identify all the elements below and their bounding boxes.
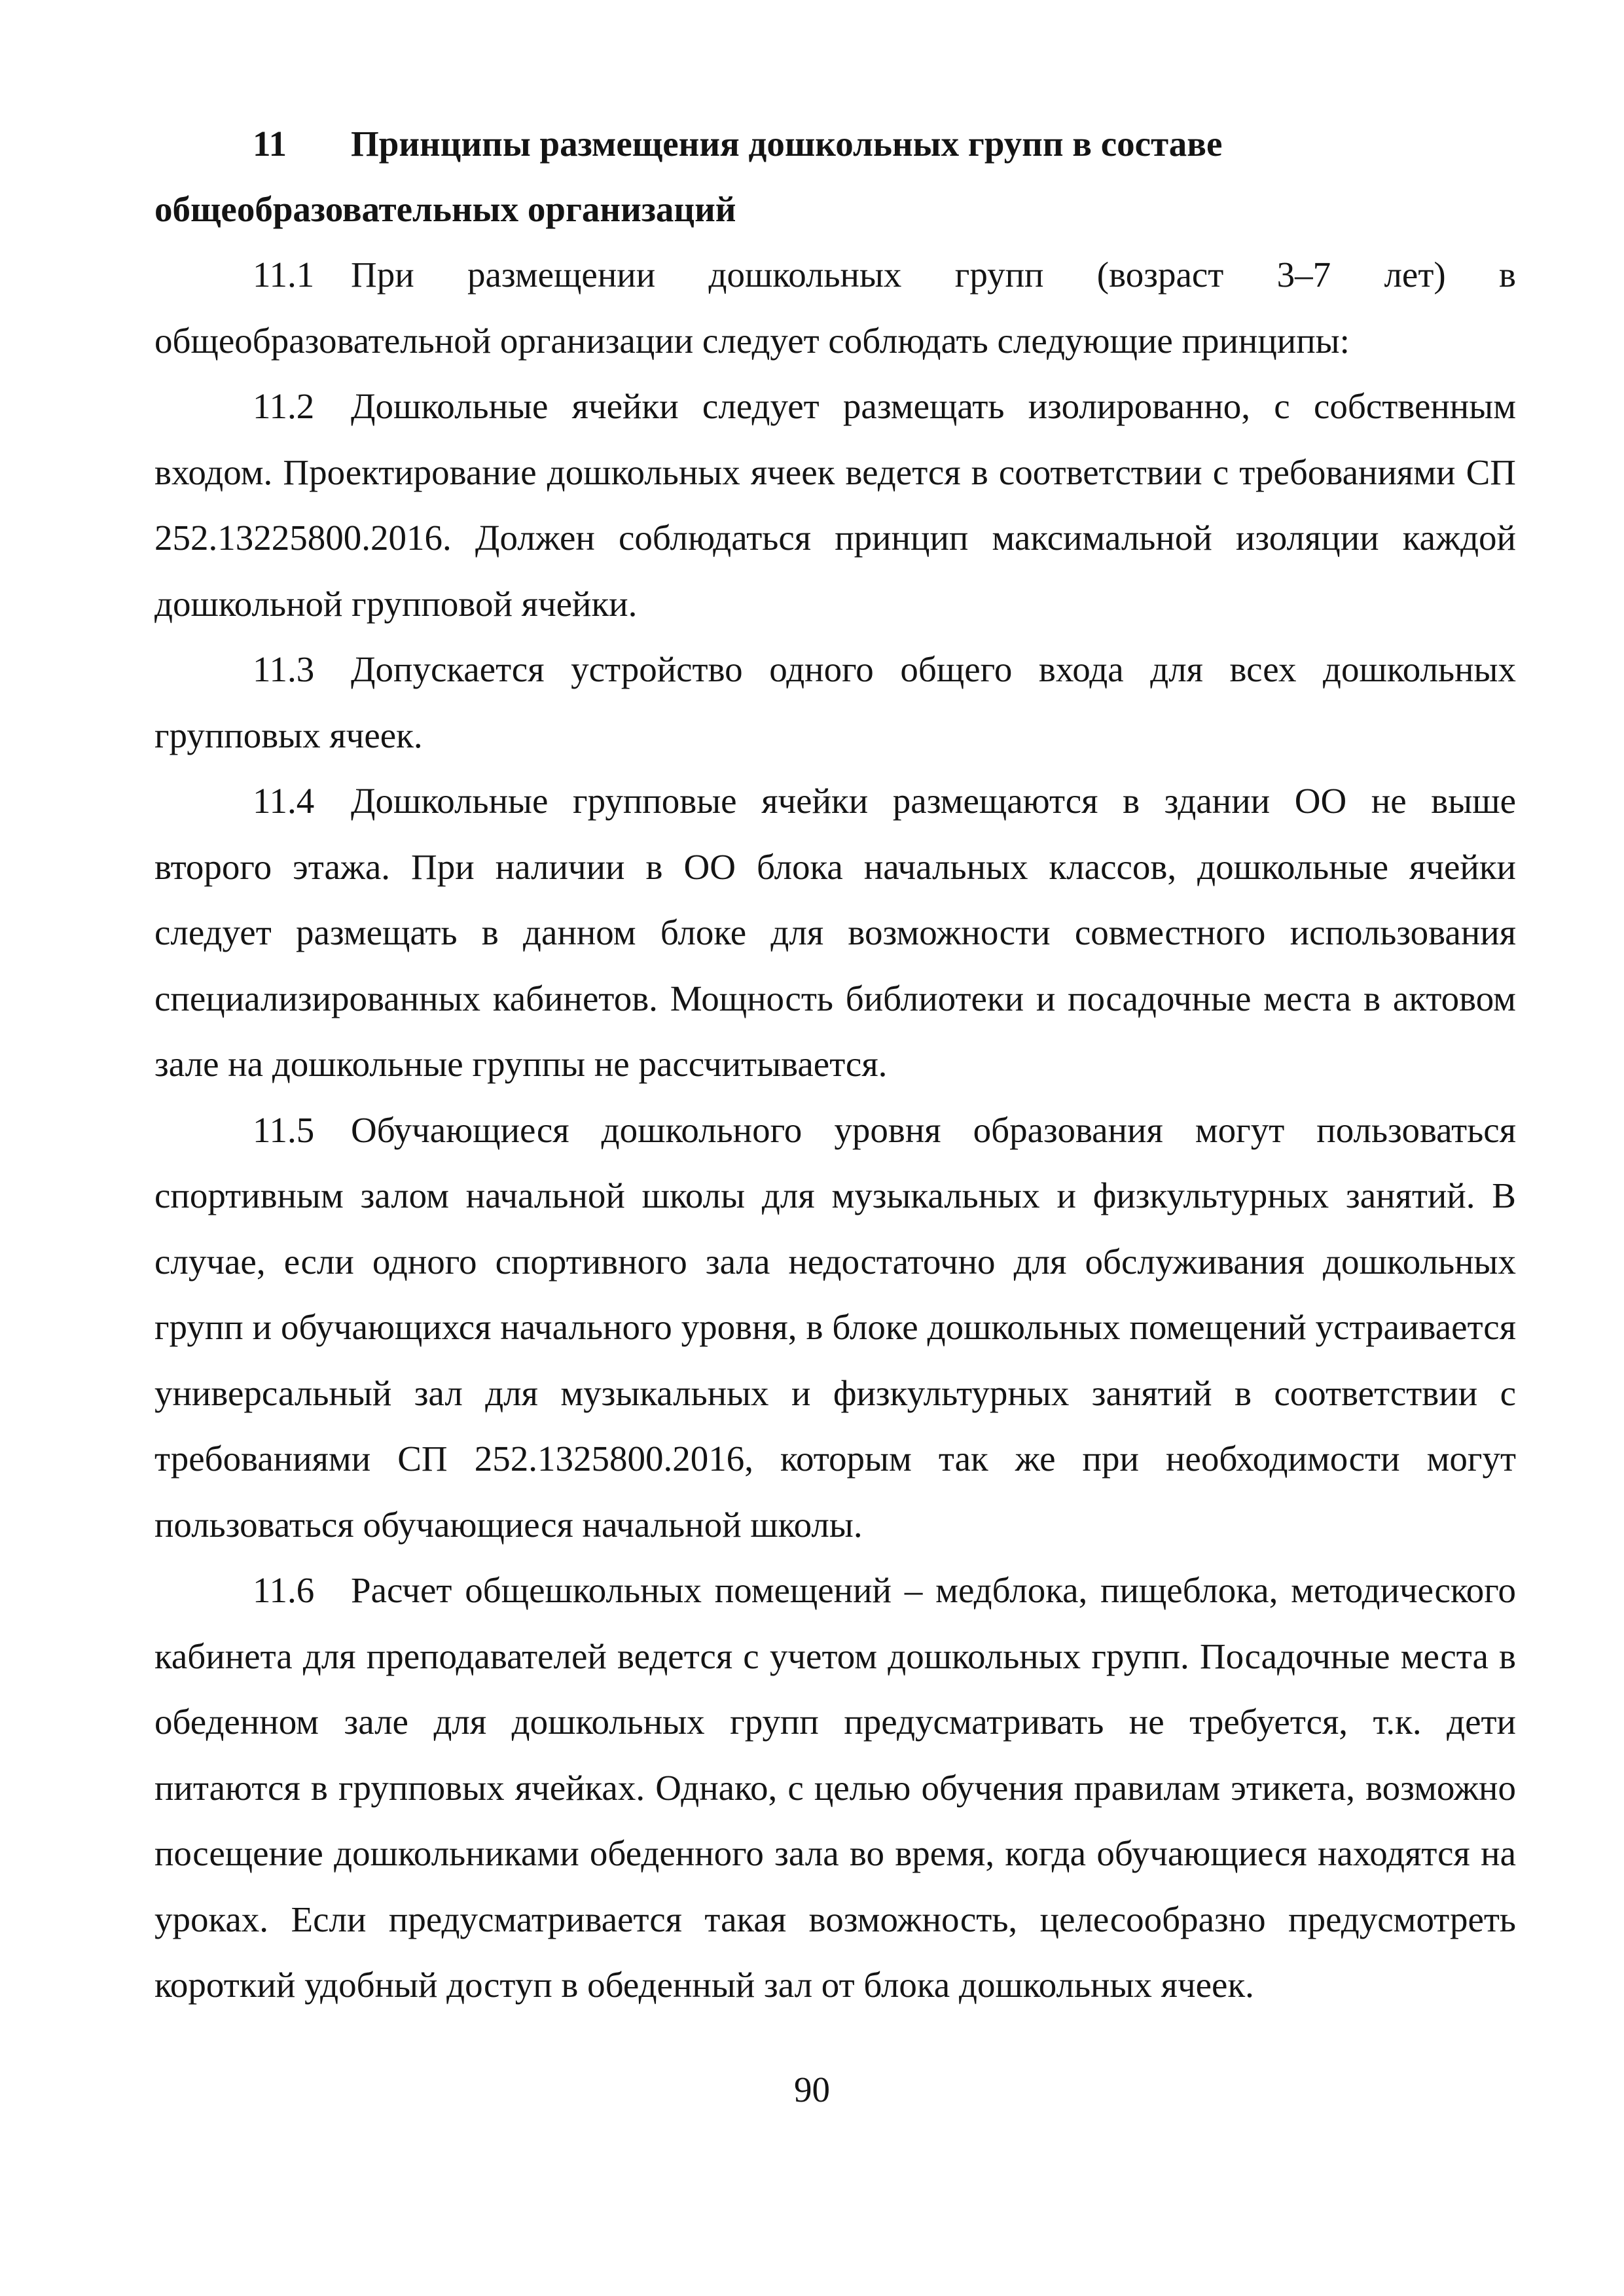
paragraph-number: 11.6 <box>253 1570 315 1610</box>
section-number: 11 <box>253 124 287 164</box>
section-title: Принципы размещения дошкольных групп в составе общеобразовательных организаций <box>154 124 1223 229</box>
paragraph-11-3 <box>154 637 1516 768</box>
paragraph-text: Допускается устройство одного общего входа для всех дошкольных групповых ячеек. <box>154 649 1516 755</box>
paragraph-text: При размещении дошкольных групп (возраст 3–7 лет) в общеобразовательной организации следует соблюдать следующие принципы: <box>154 255 1516 361</box>
paragraph-11-2 <box>154 374 1516 637</box>
paragraph-number: 11.4 <box>253 781 315 821</box>
paragraph-text: Обучающиеся дошкольного уровня образования могут пользоваться спортивным залом начальной школы для музыкальных и физкультурных занятий. В случае, если одного спортивного зала недостаточно для обслуживания дошкольных групп и обучающихся начального уровня, в блоке дошкольных помещений устраивается универсальный зал для музыкальных и физкультурных занятий в соответствии с требованиями СП 252.1325800.2016, которым так же при необходимости могут пользоваться обучающиеся начальной школы. <box>154 1109 1516 1545</box>
paragraph-text: Дошкольные ячейки следует размещать изолированно, с собственным входом. Проектирование дошкольных ячеек ведется в соответствии с требованиями СП 252.13225800.2016. Должен соблюдаться принцип максимальной изоляции каждой дошкольной групповой ячейки. <box>154 386 1516 624</box>
page-number: 90 <box>794 2070 830 2109</box>
paragraph-number: 11.3 <box>253 649 315 689</box>
paragraph-number: 11.5 <box>253 1109 315 1150</box>
document-page <box>154 111 1516 2018</box>
paragraph-number: 11.2 <box>253 386 315 426</box>
paragraph-text: Расчет общешкольных помещений – медблока, пищеблока, методического кабинета для преподавателей ведется с учетом дошкольных групп. Посадочные места в обеденном зале для дошкольных групп предусматривать не требуется, т.к. дети питаются в групповых ячейках. Однако, с целью обучения правилам этикета, возможно посещение дошкольниками обеденного зала во время, когда обучающиеся находятся на уроках. Если предусматривается такая возможность, целесообразно предусмотреть короткий удобный доступ в обеденный зал от блока дошкольных ячеек. <box>154 1570 1516 2005</box>
paragraph-11-1 <box>154 242 1516 374</box>
paragraph-11-5 <box>154 1098 1516 1558</box>
paragraph-text: Дошкольные групповые ячейки размещаются в здании ОО не выше второго этажа. При наличии в ОО блока начальных классов, дошкольные ячейки следует размещать в данном блоке для возможности совместного использования специализированных кабинетов. Мощность библиотеки и посадочные места в актовом зале на дошкольные группы не рассчитывается. <box>154 781 1516 1084</box>
paragraph-11-6 <box>154 1558 1516 2018</box>
section-heading <box>154 111 1516 242</box>
paragraph-number: 11.1 <box>253 255 315 295</box>
paragraph-11-4 <box>154 768 1516 1098</box>
